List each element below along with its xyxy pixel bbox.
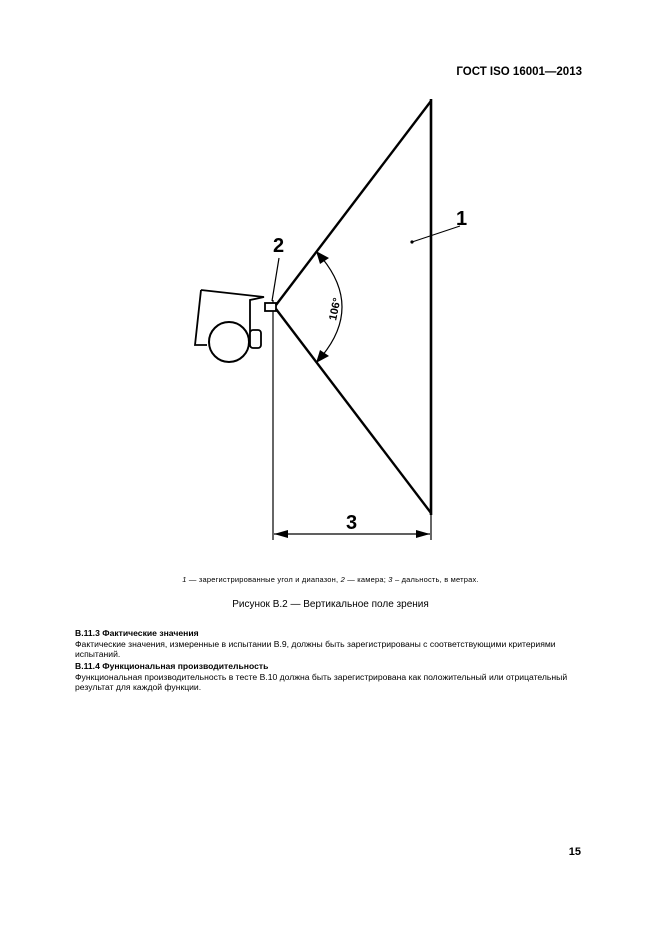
field-leader-line [412,226,460,242]
document-id-header: ГОСТ ISO 16001—2013 [456,66,582,78]
legend-number-2: 2 [340,575,345,584]
label-1: 1 [456,208,468,230]
page-number: 15 [568,846,581,858]
legend-number-3: 3 [388,575,393,584]
section-b-11-3 [75,628,585,660]
machine-counterweight [250,330,261,348]
legend-text-1: — зарегистрированные угол и диапазон, [186,575,341,584]
angle-label: 106° [327,296,344,322]
label-3: 3 [346,512,358,534]
machine-wheel [209,322,249,362]
fov-upper-boundary [276,101,431,305]
section-b-11-4 [75,661,585,693]
section-title: В.11.3 Фактические значения [75,628,199,638]
range-arrow-right [416,530,430,538]
figure-legend [0,575,661,584]
field-leader-dot [410,240,413,243]
angle-arrow-bottom [316,350,329,363]
legend-text-2: — камера; [344,575,389,584]
angle-arrow-top [316,251,329,264]
range-arrow-left [274,530,288,538]
fov-lower-boundary [276,309,431,513]
legend-number-1: 1 [182,575,187,584]
figure-caption: Рисунок В.2 — Вертикальное поле зрения [232,599,429,610]
section-body: Функциональная производительность в тесте В.10 должна быть зарегистрирована как положительный или отрицательный результат для каждой функции. [75,671,568,692]
legend-text-3: – дальность, в метрах. [392,575,479,584]
section-body: Фактические значения, измеренные в испытании В.9, должны быть зарегистрированы с соответствующими критериями испытаний. [75,638,556,659]
label-2: 2 [273,235,285,257]
section-title: В.11.4 Функциональная производительность [75,661,269,671]
camera-icon [265,303,276,311]
camera-leader-line [272,258,279,301]
